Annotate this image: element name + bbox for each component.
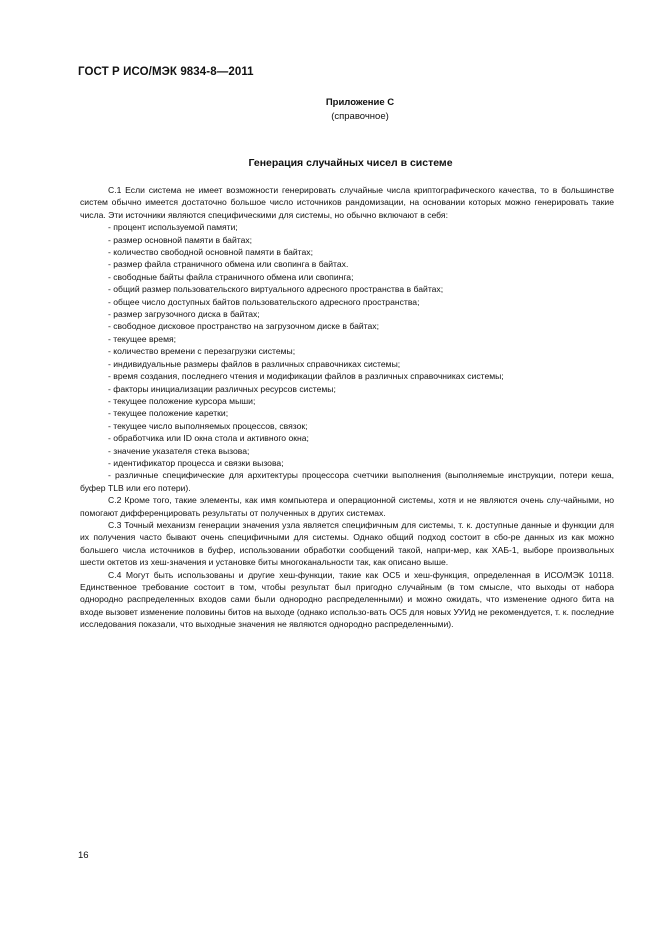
list-item: - идентификатор процесса и связки вызова;: [108, 457, 284, 468]
appendix-type: (справочное): [331, 111, 389, 122]
list-item: - процент используемой памяти;: [108, 222, 238, 233]
paragraph-c1: С.1 Если система не имеет возможности генерировать случайные числа криптографического качества, то в большинстве систем обычно имеется достаточно большое число источников рандомизации, на основании которых можно генерировать такие числа. Эти источники являются специфическими для системы, но обычно включают в себя:: [80, 185, 614, 220]
randomness-sources-list: [80, 221, 614, 494]
list-item: - текущее время;: [108, 333, 177, 344]
list-item: - количество свободной основной памяти в байтах;: [108, 247, 313, 258]
list-item: - значение указателя стека вызова;: [108, 445, 250, 456]
list-item: - количество времени с перезагрузки системы;: [108, 346, 296, 357]
list-item: - размер загрузочного диска в байтах;: [108, 309, 260, 320]
document-body: [80, 184, 614, 631]
list-item: - текущее положение каретки;: [108, 408, 229, 419]
list-item: - обработчика или ID окна стола и активного окна;: [108, 433, 309, 444]
list-item: - текущее положение курсора мыши;: [108, 395, 256, 406]
list-item: - время создания, последнего чтения и модификации файлов в различных справочниках системы;: [108, 371, 504, 382]
list-item: - индивидуальные размеры файлов в различных справочниках системы;: [108, 358, 401, 369]
appendix-label: Приложение С: [325, 97, 395, 108]
appendix-heading: [290, 96, 430, 124]
paragraph-c2: С.2 Кроме того, такие элементы, как имя компьютера и операционной системы, хотя и не являются очень слу-чайными, но помогают дифференцировать результаты от полученных в других системах.: [80, 495, 614, 518]
list-item: - факторы инициализации различных ресурсов системы;: [108, 383, 336, 394]
standard-code-header: ГОСТ Р ИСО/МЭК 9834-8—2011: [78, 66, 254, 78]
list-item-last: - различные специфические для архитектуры процессора счетчики выполнения (выполняемые инструкции, потери кеша, буфер TLB или его потери).: [80, 470, 614, 493]
list-item: - свободные байты файла страничного обмена или свопинга;: [108, 271, 354, 282]
list-item: - общее число доступных байтов пользовательского адресного пространства;: [108, 296, 420, 307]
page-number: 16: [78, 850, 89, 861]
paragraph-c3: С.3 Точный механизм генерации значения узла является специфичным для системы, т. к. доступные данные и функции для их получения часто бывают очень специфичными для системы. Однако общий подход состоит в сбо-ре данных из как можно большего числа источников в буфер, использовании обработки сообщений такой, напри-мер, как ХАБ-1, выборе произвольных шести октетов из хеш-значения и установке биты многоканальности так, как описано выше.: [80, 519, 614, 568]
list-item: - размер файла страничного обмена или свопинга в байтах.: [108, 259, 349, 270]
list-item: - общий размер пользовательского виртуального адресного пространства в байтах;: [108, 284, 444, 295]
section-title: Генерация случайных чисел в системе: [248, 157, 453, 169]
list-item: - свободное дисковое пространство на загрузочном диске в байтах;: [108, 321, 379, 332]
list-item: - размер основной памяти в байтах;: [108, 234, 253, 245]
list-item: - текущее число выполняемых процессов, связок;: [108, 420, 308, 431]
paragraph-c4: С.4 Могут быть использованы и другие хеш-функции, такие как ОС5 и хеш-функция, определенная в ИСО/МЭК 10118. Единственное требование состоит в том, чтобы результат был пригодно случайным (в том смысле, что выходы от набора однородно распределенных входов сами были однородно распределенными) и можно ожидать, что изменение одного бита на входе вызовет изменение половины битов на выходе (однако использо-вать ОС5 для новых УУИд не рекомендуется, т. к. последние исследования показали, что выходные значения не являются однородно распределенными).: [80, 569, 614, 630]
